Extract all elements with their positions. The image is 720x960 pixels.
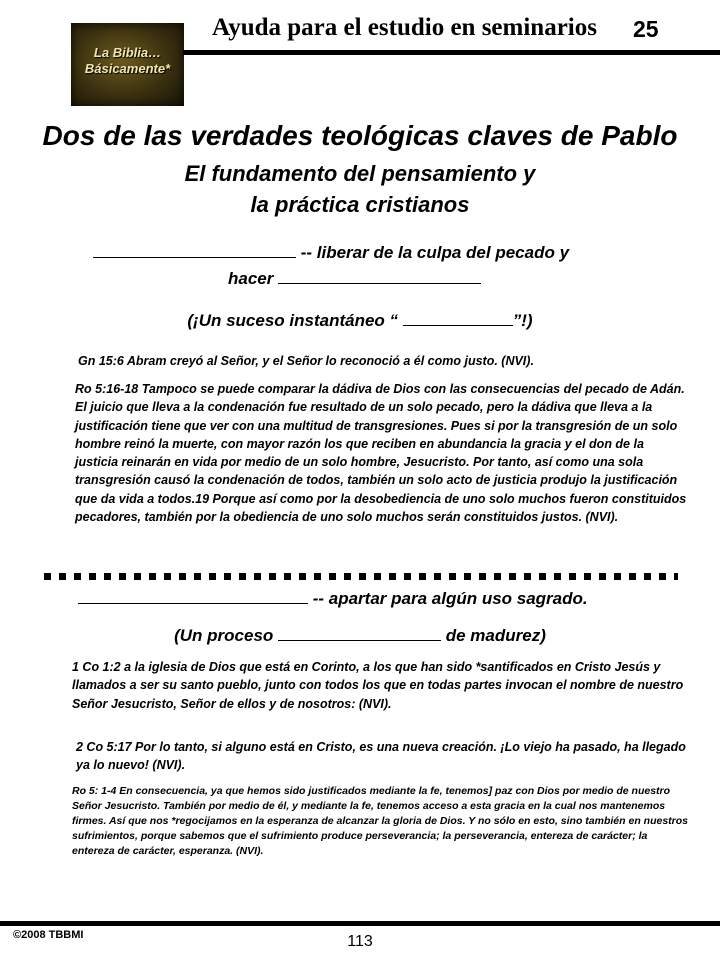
note-1-lead: (¡Un suceso instantáneo “ [187,311,403,330]
fill-in-blank-1[interactable] [93,242,296,258]
definition-2-line1 [78,588,588,609]
subtitle-line1: El fundamento del pensamiento y [184,161,536,186]
note-1-tail: ”!) [512,311,533,330]
fill-in-blank-5[interactable] [278,625,441,641]
copyright: ©2008 TBBMI [13,929,84,941]
definition-1-note [0,310,720,331]
definition-1-text: -- liberar de la culpa del pecado y [296,243,570,262]
logo-text-line2: Básicamente* [84,61,171,76]
verse-romanos-5-16-18: Ro 5:16-18 Tampoco se puede comparar la dádiva de Dios con las consecuencias del pecado de Adán. El juicio que lleva a la condenación fue resultado de un solo pecado, pero la dádiva que lleva a la justificación tiene que ver con una multitud de transgresiones. Pues si por la transgresión de un solo hombre reinó la muerte, con mayor razón los que reciben en abundancia la gracia y el don de la justicia reinarán en vida por medio de un solo hombre, Jesucristo. Por tanto, así como una sola transgresión causó la condenación de todos, también un solo acto de justicia produjo la justificación que da vida a todos.19 Porque así como por la desobediencia de uno solo muchos fueron constituidos pecadores, también por la obediencia de uno solo muchos serán constituidos justos. (NVI). [75,382,687,525]
header-divider [183,50,720,55]
verse-1-corintios-1-2: 1 Co 1:2 a la iglesia de Dios que está en Corinto, a los que han sido *santificados en Cristo Jesús y llamados a ser su santo pueblo, junto con todos los que en todas partes invocan el nombre de nuestro Señor Jesucristo, Señor de ellos y de nosotros: (NVI). [72,660,684,711]
logo-text-line1: La Biblia… [93,45,162,60]
fill-in-blank-4[interactable] [78,588,308,604]
verse-2-corintios-5-17: 2 Co 5:17 Por lo tanto, si alguno está en Cristo, es una nueva creación. ¡Lo viejo ha pasado, ha llegado ya lo nuevo! (NVI). [76,740,686,773]
footer-divider [0,921,720,926]
definition-1-line1 [93,242,569,263]
verse-genesis-15-6: Gn 15:6 Abram creyó al Señor, y el Señor lo reconoció a él como justo. (NVI). [78,354,534,368]
definition-1-line2 [228,268,481,289]
header-title: Ayuda para el estudio en seminarios [212,14,597,41]
fill-in-blank-2[interactable] [278,268,481,284]
fill-in-blank-3[interactable] [403,310,513,326]
definition-2-text: -- apartar para algún uso sagrado. [308,589,588,608]
subtitle-line2: la práctica cristianos [250,192,470,217]
note-2-tail: de madurez) [441,626,546,645]
la-biblia-basicamente-logo [71,23,184,106]
page-title: Dos de las verdades teológicas claves de Pablo [42,120,678,151]
definition-1-lead: hacer [228,269,279,288]
definition-2-note [0,625,720,646]
section-divider [44,573,678,580]
verse-romanos-5-1-4: Ro 5: 1-4 En consecuencia, ya que hemos sido justificados mediante la fe, tenemos] paz con Dios por medio de nuestro Señor Jesucristo. También por medio de él, y mediante la fe, tenemos acceso a esta gracia en la cual nos mantenemos firmes. Así que nos *regocijamos en la esperanza de alcanzar la gloria de Dios. Y no sólo en esto, sino también en nuestros sufrimientos, porque sabemos que el sufrimiento produce perseverancia; la perseverancia, entereza de carácter; la entereza de carácter, esperanza. (NVI). [72,785,688,857]
header-lesson-number: 25 [633,16,659,42]
note-2-lead: (Un proceso [174,626,279,645]
page-number: 113 [347,933,373,950]
